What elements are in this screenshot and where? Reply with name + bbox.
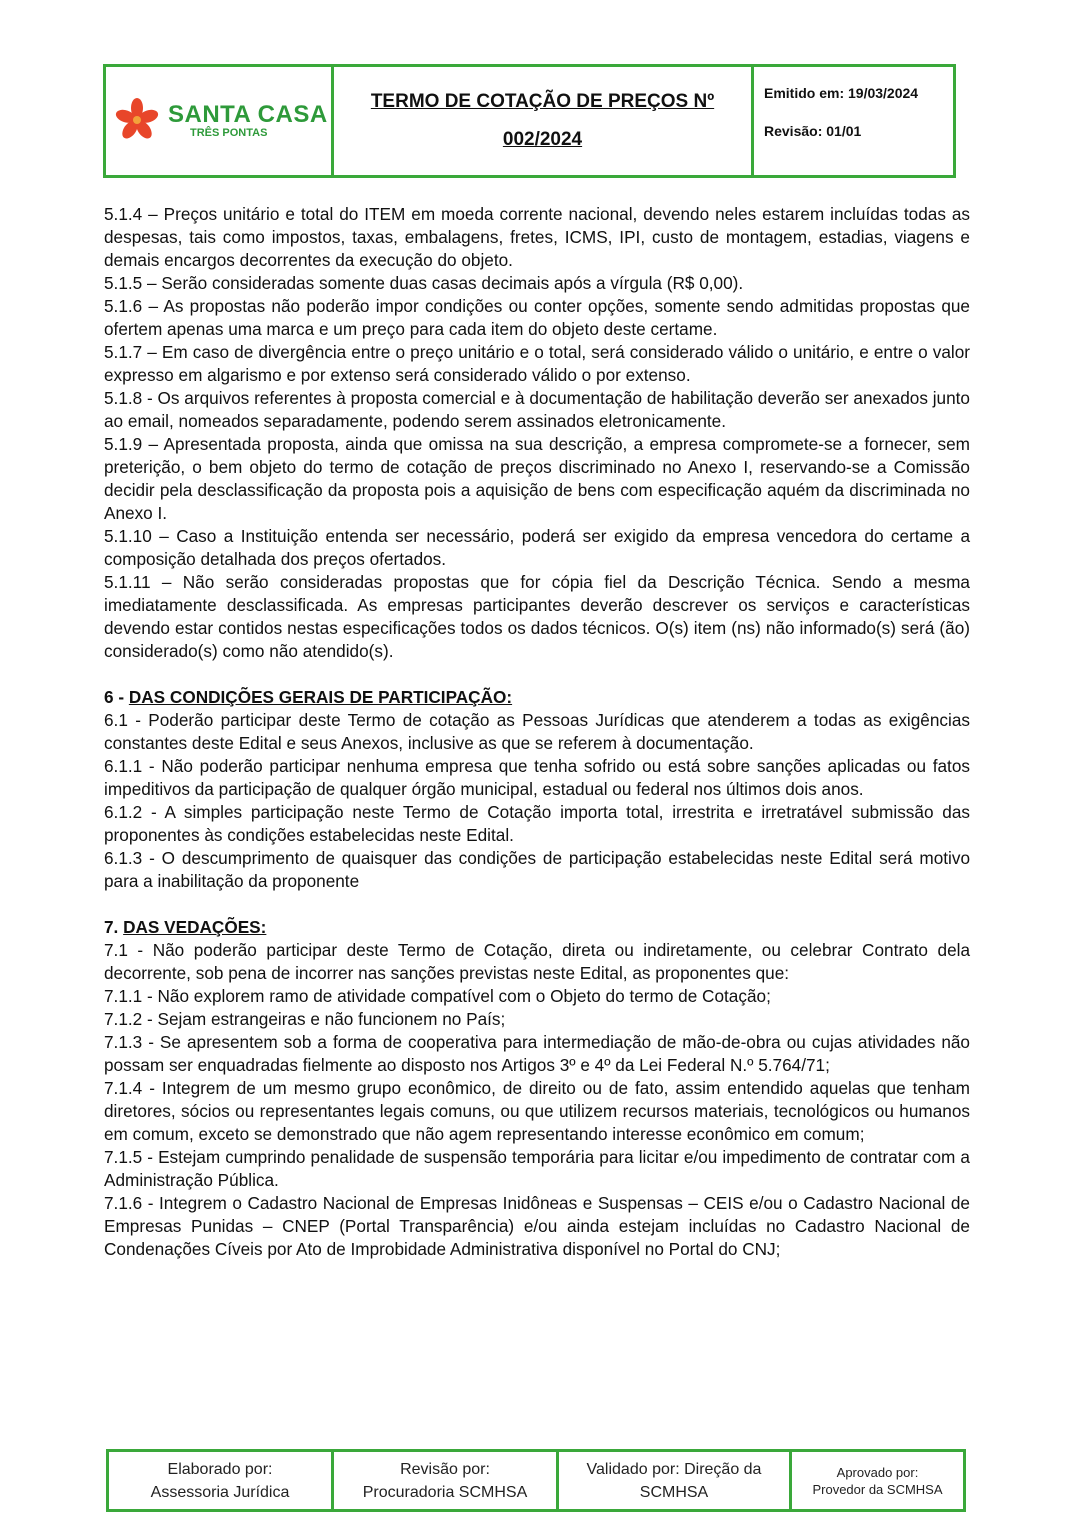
revision-number: Revisão: 01/01 (764, 123, 862, 139)
document-header (103, 64, 956, 178)
paragraph: 7.1.2 - Sejam estrangeiras e não funcionem no País; (104, 1009, 506, 1029)
paragraph: 7.1.5 - Estejam cumprindo penalidade de suspensão temporária para licitar e/ou impedimento de contratar com a Administração Pública. (104, 1147, 970, 1190)
paragraph: 7.1.6 - Integrem o Cadastro Nacional de Empresas Inidôneas e Suspensas – CEIS e/ou o Cadastro Nacional de Empresas Punidas – CNEP (Portal Transparência) e/ou ainda estejam incluídas no Cadastro Nacional de Condenações Cíveis por Ato de Improbidade Administrativa disponível no Portal do CNJ; (104, 1193, 970, 1259)
footer-value: Provedor da SCMHSA (812, 1481, 943, 1497)
footer-reviewed-by (334, 1452, 559, 1509)
document-title (334, 67, 754, 175)
paragraph: 6.1.1 - Não poderão participar nenhuma empresa que tenha sofrido ou está sobre sanções aplicadas ou fatos impeditivos da participação de qualquer órgão municipal, estadual ou federal nos últimos dois anos. (104, 756, 970, 799)
paragraph: 7.1.3 - Se apresentem sob a forma de cooperativa para intermediação de mão-de-obra ou cujas atividades não possam ser enquadradas fielmente ao disposto nos Artigos 3º e 4º da Lei Federal N.º 5.764/71; (104, 1032, 970, 1075)
footer-label: Validado por: Direção da (586, 1460, 762, 1478)
paragraph: 5.1.11 – Não serão consideradas propostas que for cópia fiel da Descrição Técnica. Sendo a mesma imediatamente desclassificada. As empresas participantes deverão descrever os serviços e características devendo estar contidos nestas especificações todos os dados técnicos. O(s) item (ns) não informado(s) será (ão) considerado(s) como não atendido(s). (104, 572, 970, 661)
document-meta (754, 67, 953, 175)
paragraph: 5.1.9 – Apresentada proposta, ainda que omissa na sua descrição, a empresa compromete-se a fornecer, sem preterição, o bem objeto do termo de cotação de preços discriminado no Anexo I, reservando-se a Comissão decidir pela desclassificação da proposta pois a aquisição de bens com especificação aquém da discriminada no Anexo I. (104, 434, 970, 523)
paragraph: 5.1.4 – Preços unitário e total do ITEM em moeda corrente nacional, devendo neles estarem incluídas todas as despesas, tais como impostos, taxas, embalagens, fretes, ICMS, IPI, custo de montagem, estadias, viagens e demais encargos decorrentes da execução do objeto. (104, 204, 970, 270)
footer-value: Procuradoria SCMHSA (362, 1483, 528, 1501)
section-heading-6 (104, 686, 970, 709)
paragraph: 7.1.4 - Integrem de um mesmo grupo econômico, de direito ou de fato, assim entendido aquelas que tenham diretores, sócios ou representantes legais comuns, ou que utilizem recursos materiais, tecnológicos ou humanos em comum, exceto se demonstrado que não agem representando interesse econômico em comum; (104, 1078, 970, 1144)
paragraph: 5.1.10 – Caso a Instituição entenda ser necessário, poderá ser exigido da empresa vencedora do certame a composição detalhada dos preços ofertados. (104, 526, 970, 569)
logo-subtitle: TRÊS PONTAS (190, 127, 268, 139)
section-number: 7. (104, 917, 124, 937)
footer-value: SCMHSA (639, 1483, 709, 1501)
paragraph: 5.1.6 – As propostas não poderão impor condições ou conter opções, somente sendo admitidas propostas que ofertem apenas uma marca e um preço para cada item do objeto deste certame. (104, 296, 970, 339)
footer-value: Assessoria Jurídica (150, 1483, 290, 1501)
paragraph: 6.1.3 - O descumprimento de quaisquer das condições de participação estabelecidas neste Edital será motivo para a inabilitação da proponente (104, 848, 970, 891)
title-line-2: 002/2024 (502, 129, 583, 150)
logo-name: SANTA CASA (168, 101, 328, 128)
document-body (104, 203, 970, 1261)
section-title: DAS CONDIÇÕES GERAIS DE PARTICIPAÇÃO: (128, 687, 513, 707)
emitted-date: Emitido em: 19/03/2024 (764, 85, 919, 101)
footer-label: Elaborado por: (167, 1460, 273, 1478)
approval-footer (106, 1449, 966, 1512)
footer-approved-by (792, 1452, 963, 1509)
paragraph: 6.1.2 - A simples participação neste Termo de Cotação importa total, irrestrita e irretratável submissão das proponentes às condições estabelecidas neste Edital. (104, 802, 970, 845)
footer-label: Revisão por: (400, 1460, 490, 1478)
paragraph: 7.1 - Não poderão participar deste Termo de Cotação, direta ou indiretamente, ou celebrar Contrato dela decorrente, sob pena de incorrer nas sanções previstas neste Edital, as proponentes que: (104, 940, 970, 983)
paragraph: 5.1.5 – Serão consideradas somente duas casas decimais após a vírgula (R$ 0,00). (104, 273, 744, 293)
footer-prepared-by (109, 1452, 334, 1509)
section-heading-7 (104, 916, 970, 939)
paragraph: 5.1.8 - Os arquivos referentes à proposta comercial e à documentação de habilitação deverão ser anexados junto ao email, nomeados separadamente, podendo serem assinados eletronicamente. (104, 388, 970, 431)
title-line-1: TERMO DE COTAÇÃO DE PREÇOS Nº (370, 91, 715, 112)
logo (106, 67, 334, 175)
footer-validated-by (559, 1452, 792, 1509)
paragraph: 6.1 - Poderão participar deste Termo de cotação as Pessoas Jurídicas que atenderem a todas as exigências constantes deste Edital e seus Anexos, inclusive as que se referem à documentação. (104, 710, 970, 753)
flower-logo-icon (112, 98, 162, 144)
section-title: DAS VEDAÇÕES: (123, 917, 267, 937)
paragraph: 7.1.1 - Não explorem ramo de atividade compatível com o Objeto do termo de Cotação; (104, 986, 771, 1006)
footer-label: Aprovado por: (836, 1464, 919, 1480)
paragraph: 5.1.7 – Em caso de divergência entre o preço unitário e o total, será considerado válido o unitário, e entre o valor expresso em algarismo e por extenso será considerado válido o por extenso. (104, 342, 970, 385)
section-number: 6 - (104, 687, 129, 707)
